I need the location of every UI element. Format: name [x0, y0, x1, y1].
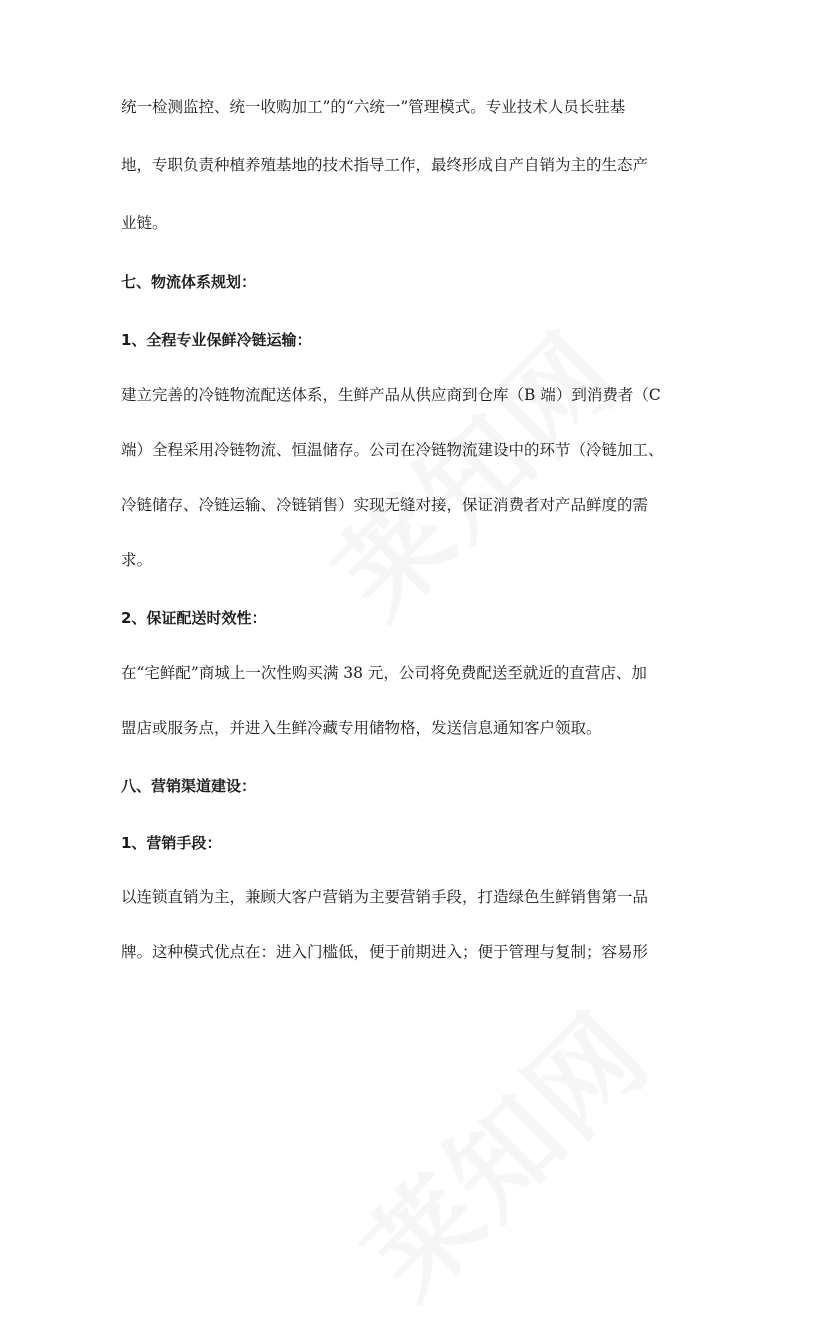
body-text-line: 以连锁直销为主，兼顾大客户营销为主要营销手段，打造绿色生鲜销售第一品 [121, 888, 649, 906]
section-heading: 七、物流体系规划： [121, 273, 257, 291]
body-text-line: 在“宅鲜配”商城上一次性购买满 38 元，公司将免费配送至就近的直营店、加 [121, 664, 647, 682]
subsection-heading: 2、保证配送时效性： [121, 609, 267, 627]
body-text-line: 端）全程采用冷链物流、恒温储存。公司在冷链物流建设中的环节（冷链加工、 [121, 441, 664, 459]
subsection-heading: 1、全程专业保鲜冷链运输： [121, 331, 312, 349]
body-text-line: 地，专职负责种植养殖基地的技术指导工作，最终形成自产自销为主的生态产 [121, 156, 649, 174]
section-heading: 八、营销渠道建设： [121, 777, 257, 795]
body-text-line: 统一检测监控、统一收购加工”的“六统一”管理模式。专业技术人员长驻基 [121, 98, 626, 116]
body-text-line: 求。 [121, 551, 153, 569]
body-text-line: 建立完善的冷链物流配送体系，生鲜产品从供应商到仓库（B 端）到消费者（C [121, 386, 661, 404]
watermark [294, 292, 648, 646]
body-text-line: 盟店或服务点，并进入生鲜冷藏专用储物格，发送信息通知客户领取。 [121, 719, 602, 737]
subsection-heading: 1、营销手段： [121, 834, 222, 852]
body-text-line: 牌。这种模式优点在：进入门槛低，便于前期进入；便于管理与复制；容易形 [121, 943, 649, 961]
body-text-line: 业链。 [121, 214, 168, 232]
body-text-line: 冷链储存、冷链运输、冷链销售）实现无缝对接，保证消费者对产品鲜度的需 [121, 496, 649, 514]
watermark [324, 972, 678, 1326]
